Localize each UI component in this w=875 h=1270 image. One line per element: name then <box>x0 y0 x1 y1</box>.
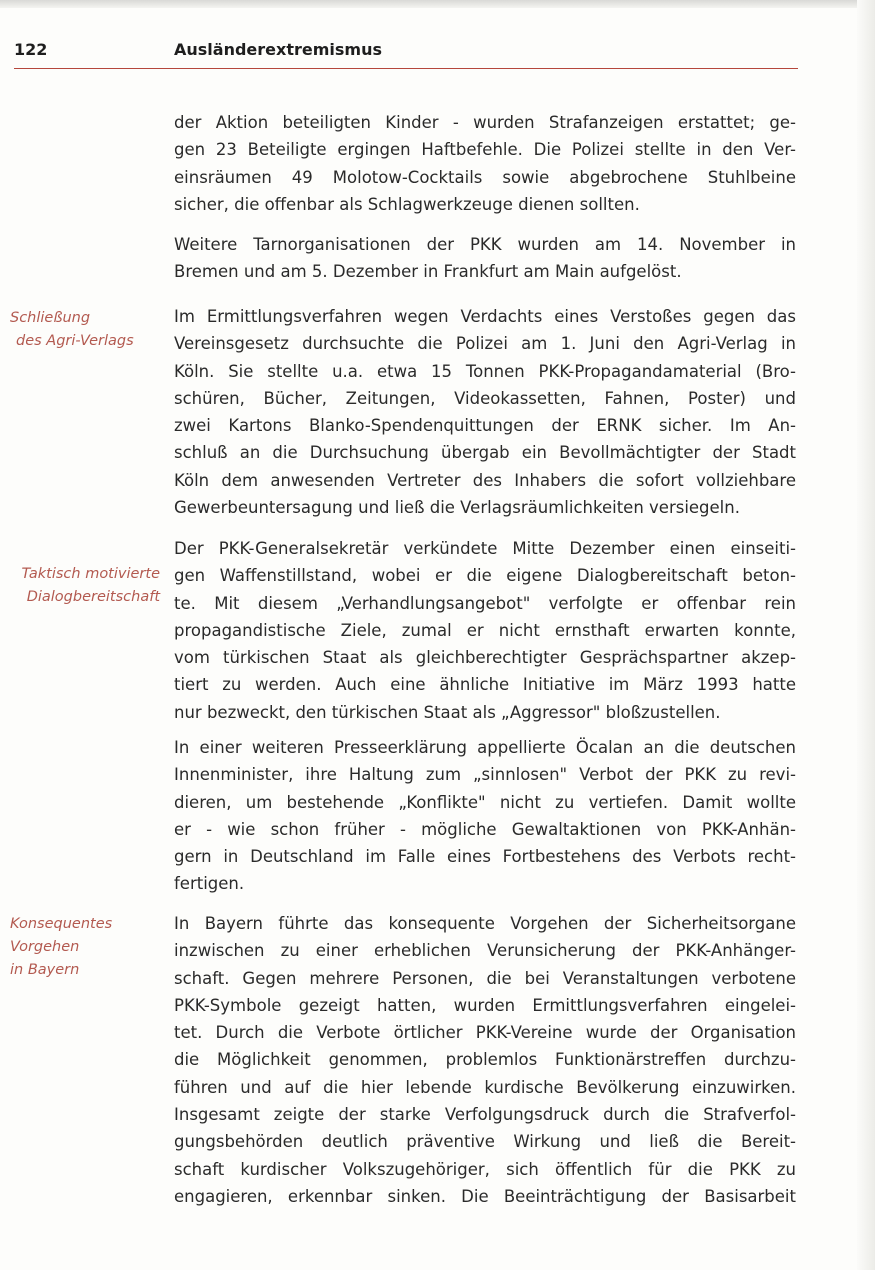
paragraph-tarnorganisationen <box>174 231 796 286</box>
text-line: Köln dem anwesenden Vertreter des Inhabers die sofort vollziehbare <box>174 470 796 490</box>
paragraph-agri-verlag <box>174 303 796 521</box>
text-line: vom türkischen Staat als gleichberechtigter Gesprächspartner akzep- <box>174 648 796 668</box>
paragraph-strafanzeigen <box>174 109 796 218</box>
text-line: Insgesamt zeigte der starke Verfolgungsdruck durch die Strafverfol- <box>174 1105 796 1125</box>
text-line: Weitere Tarnorganisationen der PKK wurden am 14. November in <box>174 235 796 254</box>
margin-note-dialogbereitschaft <box>0 563 160 609</box>
paragraph-waffenstillstand <box>174 535 796 726</box>
text-line: schaft. Gegen mehrere Personen, die bei Veranstaltungen verbotene <box>174 968 796 988</box>
text-line: inzwischen zu einer erheblichen Verunsicherung der PKK-Anhänger- <box>174 941 796 961</box>
text-line: er - wie schon früher - mögliche Gewaltaktionen von PKK-Anhän- <box>174 819 796 839</box>
text-line: sicher, die offenbar als Schlagwerkzeuge dienen sollten. <box>174 194 640 214</box>
text-line: gen 23 Beteiligte ergingen Haftbefehle. Die Polizei stellte in den Ver- <box>174 140 796 160</box>
text-line: Im Ermittlungsverfahren wegen Verdachts eines Verstoßes gegen das <box>174 307 796 326</box>
text-line: te. Mit diesem „Verhandlungsangebot" verfolgte er offenbar rein <box>174 593 796 613</box>
text-line: schaft kurdischer Volkszugehöriger, sich öffentlich für die PKK zu <box>174 1159 796 1179</box>
margin-note-line: Schließung <box>10 310 91 326</box>
text-line: In einer weiteren Presseerklärung appellierte Öcalan an die deutschen <box>174 738 796 757</box>
text-line: schüren, Bücher, Zeitungen, Videokassetten, Fahnen, Poster) und <box>174 388 796 408</box>
page-edge-shadow <box>857 0 875 1270</box>
margin-note-line: des Agri-Verlags <box>16 333 134 349</box>
text-line: nur bezweckt, den türkischen Staat als „Aggressor" bloßzustellen. <box>174 702 721 722</box>
margin-note-line: Vorgehen <box>10 939 80 955</box>
page-header <box>14 38 798 69</box>
text-line: propagandistische Ziele, zumal er nicht ernsthaft erwarten konnte, <box>174 620 796 640</box>
margin-note-line: in Bayern <box>10 962 80 978</box>
text-line: gungsbehörden deutlich präventive Wirkung und ließ die Bereit- <box>174 1132 796 1152</box>
text-line: dieren, um bestehende „Konflikte" nicht zu vertiefen. Damit wollte <box>174 792 796 812</box>
text-line: Innenminister, ihre Haltung zum „sinnlosen" Verbot der PKK zu revi- <box>174 765 796 785</box>
text-line: PKK-Symbole gezeigt hatten, wurden Ermittlungsverfahren eingelei- <box>174 995 796 1015</box>
page-top-shadow <box>0 0 875 8</box>
text-line: der Aktion beteiligten Kinder - wurden Strafanzeigen erstattet; ge- <box>174 113 796 132</box>
running-title: Ausländerextremismus <box>174 40 382 59</box>
text-line: schluß an die Durchsuchung übergab ein Bevollmächtigter der Stadt <box>174 443 796 463</box>
page-number: 122 <box>14 40 48 59</box>
text-line: tiert zu werden. Auch eine ähnliche Initiative im März 1993 hatte <box>174 675 796 695</box>
margin-note-bayern <box>10 913 160 982</box>
margin-note-line: Taktisch motivierte <box>21 566 160 582</box>
paragraph-bayern <box>174 910 796 1210</box>
text-line: die Möglichkeit genommen, problemlos Funktionärstreffen durchzu- <box>174 1050 796 1070</box>
text-line: Köln. Sie stellte u.a. etwa 15 Tonnen PKK-Propagandamaterial (Bro- <box>174 361 796 381</box>
text-line: Der PKK-Generalsekretär verkündete Mitte Dezember einen einseiti- <box>174 539 796 558</box>
text-line: engagieren, erkennbar sinken. Die Beeinträchtigung der Basisarbeit <box>174 1186 796 1206</box>
margin-note-line: Konsequentes <box>10 916 113 932</box>
text-line: führen und auf die hier lebende kurdische Bevölkerung einzuwirken. <box>174 1077 796 1097</box>
text-line: gen Waffenstillstand, wobei er die eigene Dialogbereitschaft beton- <box>174 566 796 586</box>
text-line: Gewerbeuntersagung und ließ die Verlagsräumlichkeiten versiegeln. <box>174 498 740 518</box>
text-line: Bremen und am 5. Dezember in Frankfurt am Main aufgelöst. <box>174 262 682 282</box>
margin-note-line: Dialogbereitschaft <box>26 589 160 605</box>
text-line: tet. Durch die Verbote örtlicher PKK-Vereine wurde der Organisation <box>174 1023 796 1043</box>
text-line: fertigen. <box>174 874 245 894</box>
text-line: In Bayern führte das konsequente Vorgehen der Sicherheitsorgane <box>174 914 796 933</box>
text-line: gern in Deutschland im Falle eines Fortbestehens des Verbots recht- <box>174 847 796 867</box>
text-line: zwei Kartons Blanko-Spendenquittungen der ERNK sicher. Im An- <box>174 416 796 436</box>
paragraph-presseerklaerung <box>174 734 796 898</box>
text-line: einsräumen 49 Molotow-Cocktails sowie abgebrochene Stuhlbeine <box>174 167 796 187</box>
margin-note-agri-verlag <box>10 307 160 353</box>
text-line: Vereinsgesetz durchsuchte die Polizei am 1. Juni den Agri-Verlag in <box>174 334 796 354</box>
